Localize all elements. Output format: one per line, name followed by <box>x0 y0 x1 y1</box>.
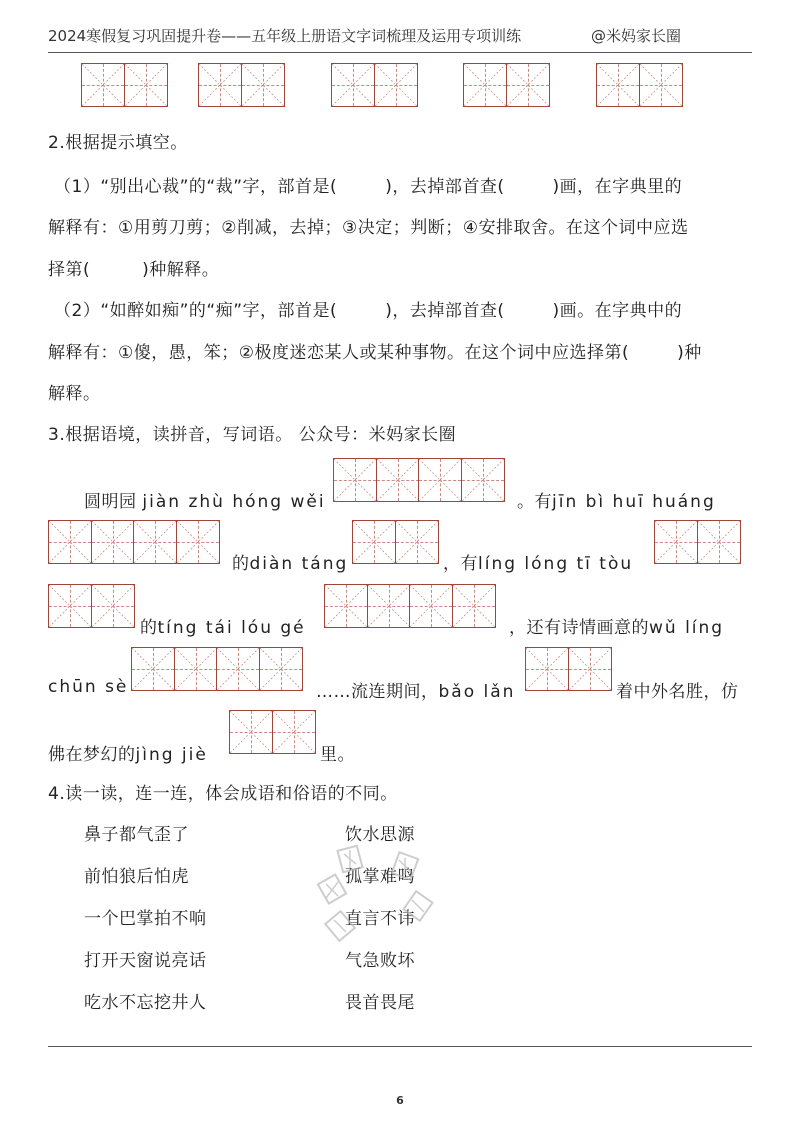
grid-cell[interactable] <box>333 458 377 502</box>
grid-cell[interactable] <box>131 647 175 691</box>
q4-right-item-5[interactable]: 畏首畏尾 <box>345 993 415 1013</box>
grid-cell[interactable] <box>324 584 368 628</box>
pinyin-prompt: bǎo lǎn <box>438 682 516 702</box>
grid-cell[interactable] <box>198 63 242 107</box>
text-segment: 的 <box>232 554 250 574</box>
answer-grid-linglongtitou[interactable] <box>654 520 739 564</box>
grid-cell[interactable] <box>395 520 439 564</box>
answer-grid[interactable] <box>596 63 681 107</box>
grid-cell[interactable] <box>174 647 218 691</box>
q4-left-item-1[interactable]: 鼻子都气歪了 <box>84 825 189 845</box>
watermark-seal <box>300 820 450 960</box>
grid-cell[interactable] <box>259 647 303 691</box>
q4-right-item-4[interactable]: 气急败坏 <box>345 951 415 971</box>
answer-grid-linglongtitou-cont[interactable] <box>48 584 133 628</box>
footer-rule <box>48 1046 752 1047</box>
q3-row4-text1 <box>316 677 515 702</box>
grid-cell[interactable] <box>176 520 220 564</box>
grid-cell[interactable] <box>216 647 260 691</box>
q2-p1-line3 <box>48 255 219 280</box>
grid-cell[interactable] <box>81 63 125 107</box>
grid-cell[interactable] <box>48 584 92 628</box>
answer-grid-diantang[interactable] <box>352 520 437 564</box>
grid-cell[interactable] <box>596 63 640 107</box>
answer-grid[interactable] <box>331 63 416 107</box>
q3-row1-tail <box>517 487 716 512</box>
q2-title: 2.根据提示填空。 <box>48 133 188 153</box>
page-number: 6 <box>396 1094 404 1107</box>
header-brand: @米妈家长圈 <box>591 27 682 45</box>
answer-grid-baolan[interactable] <box>525 647 610 691</box>
text-segment: （2）“如醉如痴”的“痴”字，部首是( <box>54 301 338 321</box>
grid-cell[interactable] <box>461 458 505 502</box>
grid-cell[interactable] <box>272 710 316 754</box>
q3-row2-text1 <box>232 549 348 574</box>
grid-cell[interactable] <box>568 647 612 691</box>
text-segment: ，还有诗情画意的 <box>509 618 649 638</box>
grid-cell[interactable] <box>697 520 741 564</box>
answer-grid[interactable] <box>81 63 166 107</box>
q4-right-item-1[interactable]: 饮水思源 <box>345 825 415 845</box>
text-segment: ，有 <box>443 554 478 574</box>
q2-p1-line2: 解释有：①用剪刀剪；②削减，去掉；③决定；判断；④安排取舍。在这个词中应选 <box>48 218 689 238</box>
q3-row3-text2 <box>509 613 724 638</box>
pinyin-prompt: líng lóng tī tòu <box>478 554 634 574</box>
answer-grid[interactable] <box>463 63 548 107</box>
pinyin-prompt: diàn táng <box>249 554 349 574</box>
pinyin-prompt: jiàn zhù hóng wěi <box>142 492 326 512</box>
grid-cell[interactable] <box>418 458 462 502</box>
q3-row5-text <box>48 740 208 765</box>
text-segment: ……流连期间， <box>316 682 439 702</box>
text-segment: 解释有：①傻，愚，笨；②极度迷恋某人或某种事物。在这个词中应选择第( <box>48 343 630 363</box>
text-segment: 的 <box>140 618 158 638</box>
q2-p2-line3: 解释。 <box>48 384 101 404</box>
q4-right-item-2[interactable]: 孤掌难鸣 <box>345 867 415 887</box>
q4-right-item-3[interactable]: 直言不讳 <box>345 909 415 929</box>
q2-p2-line1 <box>54 296 682 321</box>
grid-cell[interactable] <box>409 584 453 628</box>
pinyin-prompt: jìng jiè <box>135 745 208 765</box>
grid-cell[interactable] <box>525 647 569 691</box>
text-segment: )，去掉部首查( <box>385 177 505 197</box>
grid-cell[interactable] <box>639 63 683 107</box>
q4-title: 4.读一读，连一连，体会成语和俗语的不同。 <box>48 784 398 804</box>
grid-cell[interactable] <box>241 63 285 107</box>
grid-cell[interactable] <box>463 63 507 107</box>
grid-cell[interactable] <box>124 63 168 107</box>
grid-cell[interactable] <box>91 520 135 564</box>
q4-left-item-4[interactable]: 打开天窗说亮话 <box>84 951 207 971</box>
q3-row5-tail: 里。 <box>320 745 355 765</box>
page-header <box>48 25 752 53</box>
pinyin-prompt: jīn bì huī huáng <box>552 492 716 512</box>
text-segment: )，去掉部首查( <box>385 301 505 321</box>
q2-p1-line1 <box>54 172 682 197</box>
grid-cell[interactable] <box>654 520 698 564</box>
answer-grid-wulingchunse[interactable] <box>131 647 301 691</box>
grid-cell[interactable] <box>48 520 92 564</box>
pinyin-prompt: wǔ líng <box>649 618 725 638</box>
q4-left-item-3[interactable]: 一个巴掌拍不响 <box>84 909 207 929</box>
text-segment: 佛在梦幻的 <box>48 745 136 765</box>
q4-left-item-2[interactable]: 前怕狼后怕虎 <box>84 867 189 887</box>
answer-grid-tingtailouge[interactable] <box>324 584 494 628</box>
q3-row3-text1 <box>140 613 306 638</box>
text-segment: )画。在字典中的 <box>552 301 683 321</box>
grid-cell[interactable] <box>376 458 420 502</box>
grid-cell[interactable] <box>331 63 375 107</box>
q2-p2-line2 <box>48 338 702 363</box>
grid-cell[interactable] <box>452 584 496 628</box>
grid-cell[interactable] <box>133 520 177 564</box>
grid-cell[interactable] <box>352 520 396 564</box>
text-segment: 。有 <box>517 492 552 512</box>
answer-grid[interactable] <box>198 63 283 107</box>
q3-row2-text2 <box>443 549 633 574</box>
pinyin-prompt: tíng tái lóu gé <box>157 618 306 638</box>
text-segment: )种 <box>677 343 702 363</box>
text-segment: )种解释。 <box>142 260 220 280</box>
q3-row4-pinyin <box>48 677 128 697</box>
q4-left-item-5[interactable]: 吃水不忘挖井人 <box>84 993 207 1013</box>
grid-cell[interactable] <box>229 710 273 754</box>
text-segment: （1）“别出心裁”的“裁”字，部首是( <box>54 177 338 197</box>
header-title: 2024寒假复习巩固提升卷——五年级上册语文字词梳理及运用专项训练 <box>48 27 522 45</box>
pinyin-prompt: chūn sè <box>48 677 129 697</box>
answer-grid-jinbihuihuang[interactable] <box>48 520 218 564</box>
header-rule <box>48 52 752 53</box>
answer-grid-jingjie[interactable] <box>229 710 314 754</box>
grid-cell[interactable] <box>374 63 418 107</box>
q3-row4-text2: 着中外名胜，仿 <box>616 682 739 702</box>
q3-title: 3.根据语境，读拼音，写词语。 公众号：米妈家长圈 <box>48 425 457 445</box>
grid-cell[interactable] <box>506 63 550 107</box>
q3-row1-text <box>84 487 326 512</box>
grid-cell[interactable] <box>91 584 135 628</box>
grid-cell[interactable] <box>367 584 411 628</box>
answer-grid-jianzhuhongwei[interactable] <box>333 458 503 502</box>
text-segment: 择第( <box>48 260 91 280</box>
text-segment: )画，在字典里的 <box>552 177 683 197</box>
text-segment: 圆明园 <box>84 492 137 512</box>
